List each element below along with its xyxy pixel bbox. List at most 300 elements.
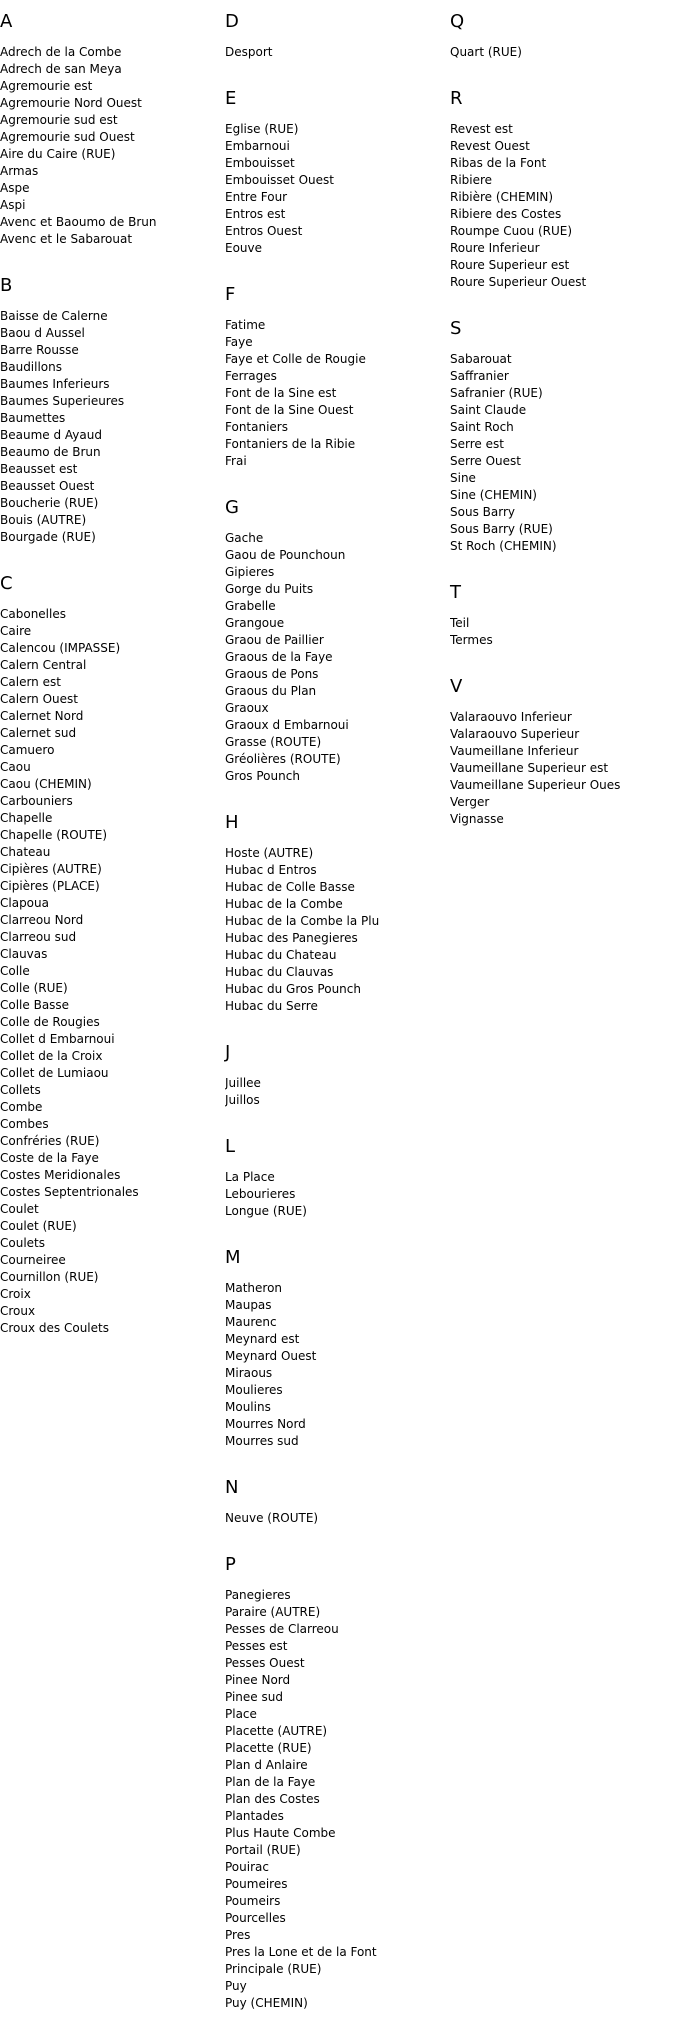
- street-link[interactable]: Mourres Nord: [225, 1417, 306, 1431]
- letter-section: [450, 581, 670, 649]
- list-item: [225, 564, 445, 581]
- street-link[interactable]: Embouisset Ouest: [225, 173, 334, 187]
- list-item: [225, 947, 445, 964]
- street-link[interactable]: Sine: [450, 471, 476, 485]
- street-link[interactable]: Juillee: [225, 1076, 261, 1090]
- section-letter-heading: N: [225, 1477, 239, 1498]
- street-link[interactable]: Beausset Ouest: [0, 479, 95, 493]
- list-item: [225, 845, 445, 862]
- list-item: [0, 1201, 220, 1218]
- list-item: [0, 810, 220, 827]
- street-link[interactable]: Baumettes: [0, 411, 66, 425]
- street-link[interactable]: Revest est: [450, 122, 513, 136]
- list-item: [0, 1303, 220, 1320]
- street-link[interactable]: Puy: [225, 1979, 247, 1993]
- street-link[interactable]: Placette (RUE): [225, 1741, 312, 1755]
- street-link[interactable]: Calern Central: [0, 658, 87, 672]
- list-item: [0, 376, 220, 393]
- street-link[interactable]: Desport: [225, 45, 273, 59]
- street-list: [225, 1169, 445, 1220]
- list-item: [450, 521, 670, 538]
- street-list: [225, 845, 445, 1015]
- street-link[interactable]: Graous de Pons: [225, 667, 319, 681]
- street-link[interactable]: Font de la Sine est: [225, 386, 337, 400]
- section-letter-heading: C: [0, 573, 13, 594]
- street-link[interactable]: Embarnoui: [225, 139, 290, 153]
- list-item: [0, 1014, 220, 1031]
- street-link[interactable]: Cabonelles: [0, 607, 66, 621]
- street-link[interactable]: Grasse (ROUTE): [225, 735, 322, 749]
- list-item: [225, 121, 445, 138]
- street-link[interactable]: Portail (RUE): [225, 1843, 301, 1857]
- street-link[interactable]: Serre Ouest: [450, 454, 521, 468]
- street-link[interactable]: Aspe: [0, 181, 30, 195]
- street-link[interactable]: Ribas de la Font: [450, 156, 547, 170]
- list-item: [450, 172, 670, 189]
- section-letter-heading: F: [225, 284, 236, 305]
- street-link[interactable]: Calern Ouest: [0, 692, 78, 706]
- list-item: [225, 1314, 445, 1331]
- street-list: [450, 44, 670, 61]
- list-item: [225, 683, 445, 700]
- street-link[interactable]: Moulins: [225, 1400, 271, 1414]
- street-link[interactable]: St Roch (CHEMIN): [450, 539, 557, 553]
- street-link[interactable]: Avenc et le Sabarouat: [0, 232, 133, 246]
- street-link[interactable]: Costes Meridionales: [0, 1168, 121, 1182]
- list-item: [225, 138, 445, 155]
- street-link[interactable]: Combes: [0, 1117, 49, 1131]
- street-link[interactable]: Saffranier: [450, 369, 509, 383]
- list-item: [225, 1740, 445, 1757]
- street-link[interactable]: Grabelle: [225, 599, 276, 613]
- street-link[interactable]: Lebourieres: [225, 1187, 296, 1201]
- list-item: [450, 121, 670, 138]
- list-item: [225, 1961, 445, 1978]
- list-item: [450, 189, 670, 206]
- street-link[interactable]: Chateau: [0, 845, 51, 859]
- street-link[interactable]: Colle: [0, 964, 30, 978]
- street-link[interactable]: Confréries (RUE): [0, 1134, 100, 1148]
- street-link[interactable]: Saint Roch: [450, 420, 514, 434]
- section-letter-heading: G: [225, 497, 239, 518]
- list-item: [225, 44, 445, 61]
- street-link[interactable]: Neuve (ROUTE): [225, 1511, 319, 1525]
- street-link[interactable]: Graous du Plan: [225, 684, 317, 698]
- street-link[interactable]: Collet d Embarnoui: [0, 1032, 115, 1046]
- street-link[interactable]: Calernet Nord: [0, 709, 84, 723]
- list-item: [225, 189, 445, 206]
- street-link[interactable]: Saint Claude: [450, 403, 527, 417]
- list-item: [0, 495, 220, 512]
- street-link[interactable]: Pesses Ouest: [225, 1656, 305, 1670]
- street-link[interactable]: Pourcelles: [225, 1911, 286, 1925]
- street-link[interactable]: Camuero: [0, 743, 55, 757]
- street-link[interactable]: Carbouniers: [0, 794, 73, 808]
- street-link[interactable]: Clarreou Nord: [0, 913, 84, 927]
- street-link[interactable]: Meynard est: [225, 1332, 300, 1346]
- street-link[interactable]: Hubac de Colle Basse: [225, 880, 355, 894]
- list-item: [225, 1927, 445, 1944]
- street-link[interactable]: Colle de Rougies: [0, 1015, 100, 1029]
- street-link[interactable]: Croux: [0, 1304, 36, 1318]
- list-item: [225, 1825, 445, 1842]
- street-link[interactable]: Place: [225, 1707, 257, 1721]
- street-link[interactable]: Paraire (AUTRE): [225, 1605, 321, 1619]
- list-item: [225, 768, 445, 785]
- list-item: [0, 129, 220, 146]
- list-item: [225, 615, 445, 632]
- street-link[interactable]: Roumpe Cuou (RUE): [450, 224, 573, 238]
- street-link[interactable]: Ribiere des Costes: [450, 207, 562, 221]
- street-link[interactable]: Meynard Ouest: [225, 1349, 317, 1363]
- street-link[interactable]: Plus Haute Combe: [225, 1826, 336, 1840]
- list-item: [0, 1031, 220, 1048]
- street-link[interactable]: Ribiere: [450, 173, 493, 187]
- street-link[interactable]: Entros Ouest: [225, 224, 303, 238]
- street-link[interactable]: Agremourie est: [0, 79, 93, 93]
- street-link[interactable]: Graous de la Faye: [225, 650, 333, 664]
- list-item: [0, 606, 220, 623]
- street-link[interactable]: Font de la Sine Ouest: [225, 403, 354, 417]
- list-item: [225, 1186, 445, 1203]
- list-item: [225, 1723, 445, 1740]
- street-link[interactable]: Vaumeillane Superieur est: [450, 761, 609, 775]
- street-link[interactable]: Beaume d Ayaud: [0, 428, 102, 442]
- list-item: [0, 61, 220, 78]
- street-link[interactable]: Poumeirs: [225, 1894, 281, 1908]
- section-letter-heading: P: [225, 1554, 236, 1575]
- street-link[interactable]: Adrech de la Combe: [0, 45, 122, 59]
- list-item: [0, 640, 220, 657]
- street-link[interactable]: Boucherie (RUE): [0, 496, 99, 510]
- list-item: [225, 1655, 445, 1672]
- street-link[interactable]: Beausset est: [0, 462, 78, 476]
- street-link[interactable]: Pesses de Clarreou: [225, 1622, 339, 1636]
- street-link[interactable]: Adrech de san Meya: [0, 62, 122, 76]
- list-item: [225, 547, 445, 564]
- list-item: [0, 1167, 220, 1184]
- list-item: [225, 1510, 445, 1527]
- list-item: [0, 691, 220, 708]
- street-link[interactable]: Plantades: [225, 1809, 284, 1823]
- index-column-3: [450, 10, 670, 854]
- street-link[interactable]: Eouve: [225, 241, 263, 255]
- street-link[interactable]: Sabarouat: [450, 352, 512, 366]
- street-link[interactable]: Longue (RUE): [225, 1204, 307, 1218]
- street-list: [225, 317, 445, 470]
- street-link[interactable]: Sous Barry: [450, 505, 515, 519]
- section-letter-heading: J: [225, 1042, 231, 1063]
- street-link[interactable]: Quart (RUE): [450, 45, 522, 59]
- list-item: [450, 240, 670, 257]
- street-link[interactable]: Gipieres: [225, 565, 275, 579]
- street-link[interactable]: Gros Pounch: [225, 769, 300, 783]
- list-item: [225, 351, 445, 368]
- street-link[interactable]: Maupas: [225, 1298, 272, 1312]
- street-link[interactable]: Cournillon (RUE): [0, 1270, 99, 1284]
- street-link[interactable]: Faye: [225, 335, 253, 349]
- street-link[interactable]: Entros est: [225, 207, 286, 221]
- street-link[interactable]: Pouirac: [225, 1860, 269, 1874]
- street-link[interactable]: Coste de la Faye: [0, 1151, 99, 1165]
- list-item: [225, 649, 445, 666]
- street-link[interactable]: Fontaniers: [225, 420, 288, 434]
- street-link[interactable]: Collet de Lumiaou: [0, 1066, 109, 1080]
- street-link[interactable]: Moulieres: [225, 1383, 283, 1397]
- list-item: [225, 1399, 445, 1416]
- street-link[interactable]: Gréolières (ROUTE): [225, 752, 341, 766]
- street-link[interactable]: Baumes Inferieurs: [0, 377, 110, 391]
- list-item: [0, 776, 220, 793]
- letter-section: [0, 10, 220, 248]
- street-link[interactable]: Fatime: [225, 318, 266, 332]
- street-link[interactable]: Hoste (AUTRE): [225, 846, 314, 860]
- street-list: [225, 1075, 445, 1109]
- street-link[interactable]: Hubac du Serre: [225, 999, 318, 1013]
- street-link[interactable]: Ferrages: [225, 369, 277, 383]
- list-item: [0, 1082, 220, 1099]
- street-link[interactable]: Termes: [450, 633, 493, 647]
- street-link[interactable]: Hubac d Entros: [225, 863, 317, 877]
- list-item: [0, 1048, 220, 1065]
- street-link[interactable]: Panegieres: [225, 1588, 291, 1602]
- street-link[interactable]: Puy (CHEMIN): [225, 1996, 308, 2010]
- list-item: [225, 1604, 445, 1621]
- list-item: [225, 751, 445, 768]
- street-list: [450, 709, 670, 828]
- letter-section: [225, 1476, 445, 1527]
- section-letter-heading: T: [450, 582, 461, 603]
- letter-section: [225, 811, 445, 1015]
- street-link[interactable]: Coulet (RUE): [0, 1219, 77, 1233]
- street-link[interactable]: Baou d Aussel: [0, 326, 85, 340]
- list-item: [450, 760, 670, 777]
- street-link[interactable]: Barre Rousse: [0, 343, 79, 357]
- street-link[interactable]: Plan de la Faye: [225, 1775, 316, 1789]
- street-link[interactable]: Safranier (RUE): [450, 386, 543, 400]
- street-link[interactable]: Poumeires: [225, 1877, 288, 1891]
- street-link[interactable]: La Place: [225, 1170, 275, 1184]
- street-link[interactable]: Calencou (IMPASSE): [0, 641, 121, 655]
- list-item: [0, 308, 220, 325]
- street-link[interactable]: Frai: [225, 454, 247, 468]
- street-link[interactable]: Pinee sud: [225, 1690, 283, 1704]
- list-item: [225, 1893, 445, 1910]
- list-item: [450, 351, 670, 368]
- street-link[interactable]: Aire du Caire (RUE): [0, 147, 116, 161]
- list-item: [450, 615, 670, 632]
- list-item: [450, 419, 670, 436]
- list-item: [0, 657, 220, 674]
- street-link[interactable]: Valaraouvo Superieur: [450, 727, 580, 741]
- letter-section: [225, 283, 445, 470]
- street-link[interactable]: Hubac du Chateau: [225, 948, 337, 962]
- section-letter-heading: D: [225, 11, 239, 32]
- street-link[interactable]: Graou de Paillier: [225, 633, 324, 647]
- list-item: [0, 1099, 220, 1116]
- street-link[interactable]: Clapoua: [0, 896, 49, 910]
- street-link[interactable]: Eglise (RUE): [225, 122, 299, 136]
- list-item: [0, 231, 220, 248]
- list-item: [225, 930, 445, 947]
- street-link[interactable]: Collets: [0, 1083, 41, 1097]
- street-link[interactable]: Vaumeillane Superieur Oues: [450, 778, 621, 792]
- street-link[interactable]: Vaumeillane Inferieur: [450, 744, 579, 758]
- street-link[interactable]: Agremourie sud Ouest: [0, 130, 135, 144]
- street-link[interactable]: Hubac de la Combe: [225, 897, 343, 911]
- list-item: [450, 155, 670, 172]
- list-item: [225, 436, 445, 453]
- street-link[interactable]: Graoux d Embarnoui: [225, 718, 349, 732]
- street-link[interactable]: Plan d Anlaire: [225, 1758, 308, 1772]
- list-item: [0, 1269, 220, 1286]
- list-item: [225, 1280, 445, 1297]
- street-link[interactable]: Graoux: [225, 701, 269, 715]
- list-item: [0, 1116, 220, 1133]
- street-link[interactable]: Colle Basse: [0, 998, 70, 1012]
- street-link[interactable]: Calernet sud: [0, 726, 77, 740]
- street-link[interactable]: Clauvas: [0, 947, 48, 961]
- street-link[interactable]: Coulets: [0, 1236, 45, 1250]
- letter-section: [450, 675, 670, 828]
- street-link[interactable]: Revest Ouest: [450, 139, 530, 153]
- letter-section: [225, 1246, 445, 1450]
- street-link[interactable]: Hubac du Gros Pounch: [225, 982, 361, 996]
- street-link[interactable]: Baisse de Calerne: [0, 309, 108, 323]
- section-letter-heading: H: [225, 812, 239, 833]
- street-link[interactable]: Principale (RUE): [225, 1962, 322, 1976]
- list-item: [225, 1706, 445, 1723]
- list-item: [0, 1133, 220, 1150]
- street-link[interactable]: Plan des Costes: [225, 1792, 320, 1806]
- street-link[interactable]: Matheron: [225, 1281, 283, 1295]
- street-link[interactable]: Miraous: [225, 1366, 273, 1380]
- street-link[interactable]: Gorge du Puits: [225, 582, 314, 596]
- list-item: [225, 1587, 445, 1604]
- street-link[interactable]: Gaou de Pounchoun: [225, 548, 346, 562]
- street-link[interactable]: Maurenc: [225, 1315, 277, 1329]
- street-link[interactable]: Cipières (PLACE): [0, 879, 100, 893]
- letter-section: [0, 572, 220, 1337]
- street-link[interactable]: Caou: [0, 760, 31, 774]
- street-link[interactable]: Agremourie sud est: [0, 113, 118, 127]
- list-item: [450, 436, 670, 453]
- list-item: [0, 1320, 220, 1337]
- street-link[interactable]: Caire: [0, 624, 32, 638]
- street-link[interactable]: Hubac du Clauvas: [225, 965, 334, 979]
- list-item: [0, 78, 220, 95]
- street-list: [450, 351, 670, 555]
- street-link[interactable]: Juillos: [225, 1093, 260, 1107]
- street-link[interactable]: Grangoue: [225, 616, 285, 630]
- street-link[interactable]: Caou (CHEMIN): [0, 777, 92, 791]
- street-link[interactable]: Avenc et Baoumo de Brun: [0, 215, 157, 229]
- street-link[interactable]: Courneiree: [0, 1253, 66, 1267]
- street-link[interactable]: Mourres sud: [225, 1434, 299, 1448]
- street-link[interactable]: Gache: [225, 531, 264, 545]
- letter-section: [225, 1135, 445, 1220]
- street-link[interactable]: Clarreou sud: [0, 930, 77, 944]
- list-item: [0, 478, 220, 495]
- list-item: [450, 726, 670, 743]
- street-link[interactable]: Cipières (AUTRE): [0, 862, 102, 876]
- list-item: [225, 598, 445, 615]
- letter-section: [225, 496, 445, 785]
- street-link[interactable]: Coulet: [0, 1202, 39, 1216]
- section-letter-heading: V: [450, 676, 463, 697]
- street-link[interactable]: Baumes Superieures: [0, 394, 125, 408]
- street-link[interactable]: Bouis (AUTRE): [0, 513, 87, 527]
- street-link[interactable]: Bourgade (RUE): [0, 530, 96, 544]
- street-link[interactable]: Valaraouvo Inferieur: [450, 710, 572, 724]
- list-item: [450, 206, 670, 223]
- street-link[interactable]: Pres: [225, 1928, 251, 1942]
- street-link[interactable]: Verger: [450, 795, 490, 809]
- list-item: [0, 929, 220, 946]
- street-link[interactable]: Faye et Colle de Rougie: [225, 352, 366, 366]
- street-link[interactable]: Costes Septentrionales: [0, 1185, 139, 1199]
- street-link[interactable]: Sine (CHEMIN): [450, 488, 537, 502]
- street-link[interactable]: Fontaniers de la Ribie: [225, 437, 356, 451]
- list-item: [0, 912, 220, 929]
- street-link[interactable]: Beaumo de Brun: [0, 445, 101, 459]
- street-link[interactable]: Entre Four: [225, 190, 288, 204]
- street-link[interactable]: Pesses est: [225, 1639, 288, 1653]
- street-link[interactable]: Pres la Lone et de la Font: [225, 1945, 377, 1959]
- list-item: [225, 700, 445, 717]
- list-item: [450, 709, 670, 726]
- street-link[interactable]: Aspi: [0, 198, 26, 212]
- street-link[interactable]: Teil: [450, 616, 470, 630]
- street-link[interactable]: Roure Inferieur: [450, 241, 540, 255]
- street-link[interactable]: Serre est: [450, 437, 504, 451]
- street-link[interactable]: Sous Barry (RUE): [450, 522, 553, 536]
- list-item: [225, 402, 445, 419]
- list-item: [225, 981, 445, 998]
- street-link[interactable]: Roure Superieur est: [450, 258, 570, 272]
- street-link[interactable]: Chapelle: [0, 811, 53, 825]
- street-link[interactable]: Croux des Coulets: [0, 1321, 109, 1335]
- street-link[interactable]: Ribière (CHEMIN): [450, 190, 554, 204]
- street-link[interactable]: Collet de la Croix: [0, 1049, 103, 1063]
- index-column-1: [0, 10, 220, 1363]
- list-item: [0, 674, 220, 691]
- street-link[interactable]: Pinee Nord: [225, 1673, 291, 1687]
- street-link[interactable]: Roure Superieur Ouest: [450, 275, 587, 289]
- list-item: [225, 896, 445, 913]
- street-link[interactable]: Hubac de la Combe la Plu: [225, 914, 380, 928]
- street-link[interactable]: Vignasse: [450, 812, 504, 826]
- street-link[interactable]: Embouisset: [225, 156, 295, 170]
- street-link[interactable]: Colle (RUE): [0, 981, 68, 995]
- street-link[interactable]: Armas: [0, 164, 39, 178]
- list-item: [225, 581, 445, 598]
- letter-section: [225, 1553, 445, 2012]
- section-letter-heading: B: [0, 275, 13, 296]
- street-link[interactable]: Combe: [0, 1100, 43, 1114]
- section-letter-heading: S: [450, 318, 462, 339]
- street-link[interactable]: Placette (AUTRE): [225, 1724, 328, 1738]
- street-link[interactable]: Chapelle (ROUTE): [0, 828, 108, 842]
- list-item: [0, 163, 220, 180]
- street-link[interactable]: Agremourie Nord Ouest: [0, 96, 142, 110]
- list-item: [225, 913, 445, 930]
- street-link[interactable]: Baudillons: [0, 360, 63, 374]
- street-link[interactable]: Hubac des Panegieres: [225, 931, 358, 945]
- street-link[interactable]: Croix: [0, 1287, 31, 1301]
- street-link[interactable]: Calern est: [0, 675, 61, 689]
- list-item: [450, 470, 670, 487]
